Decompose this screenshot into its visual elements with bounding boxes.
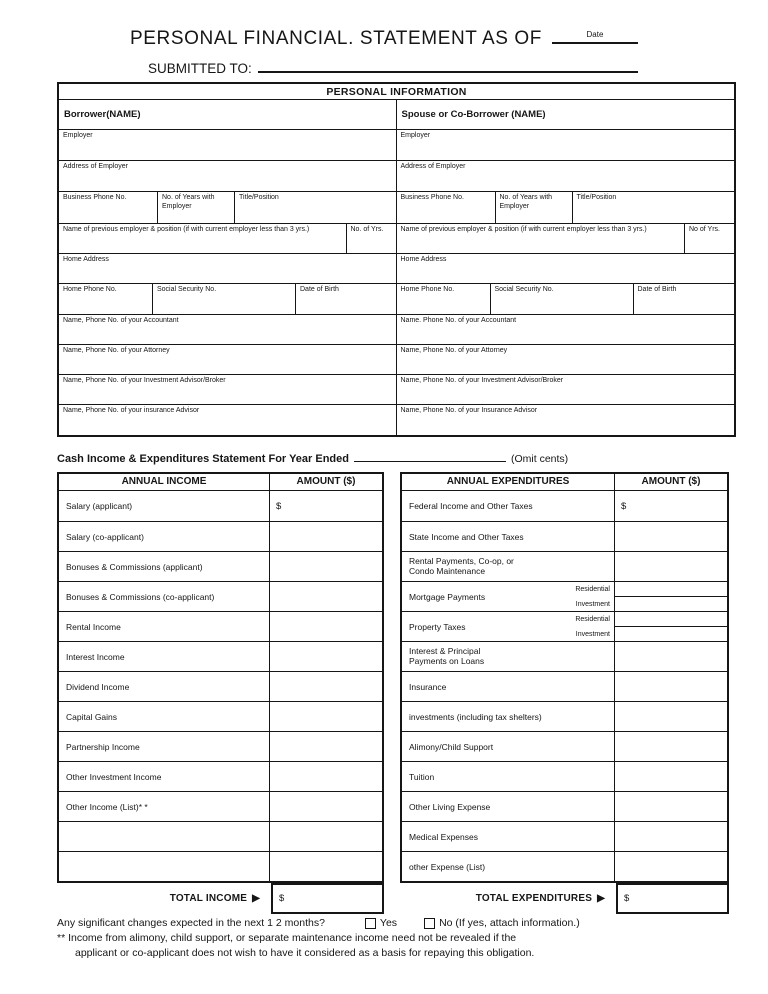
field-label: Name, Phone No. of your Attorney — [63, 347, 170, 354]
borrower-ssn-field[interactable] — [152, 284, 295, 314]
row-label: Tuition — [409, 771, 435, 782]
no-label: No (If yes, attach information.) — [439, 917, 580, 929]
borrower-previous-employer-field[interactable] — [59, 224, 346, 253]
income-row — [59, 641, 382, 671]
amount-cell[interactable] — [269, 642, 382, 671]
amount-cell-investment[interactable] — [615, 596, 727, 611]
field-label: Name, Phone No. of your Accountant — [63, 317, 179, 324]
row-label: Salary (applicant) — [66, 501, 133, 511]
row-label: Partnership Income — [66, 741, 140, 752]
total-expenditures-arrow-icon: ▶ — [597, 893, 605, 904]
expenditure-row — [402, 491, 727, 521]
borrower-home-address-field[interactable] — [59, 254, 396, 283]
income-row — [59, 551, 382, 581]
row-label: Rental Income — [66, 621, 121, 632]
row-label: Other Investment Income — [66, 771, 162, 782]
expenditures-column-header: ANNUAL EXPENDITURES — [446, 476, 570, 487]
cash-statement-title: Cash Income & Expenditures Statement For Year Ended — [57, 453, 349, 465]
row-label: Insurance — [409, 681, 447, 692]
amount-cell[interactable] — [614, 852, 727, 881]
cash-statement-title-row — [57, 452, 568, 465]
form-title-row — [130, 27, 638, 50]
amount-cell[interactable] — [269, 612, 382, 641]
alimony-note-line1: ** Income from alimony, child support, or separate maintenance income need not be revealed if the — [57, 932, 517, 944]
amount-cell[interactable] — [614, 672, 727, 701]
income-row — [59, 701, 382, 731]
income-row — [59, 491, 382, 521]
date-field-label: Date — [586, 30, 604, 39]
borrower-employer-address-field[interactable] — [59, 161, 396, 191]
total-income-arrow-icon: ▶ — [252, 893, 260, 904]
field-label: Name, Phone No. of your Investment Advisor/Broker — [63, 377, 226, 384]
expenditures-amount-header: AMOUNT ($) — [614, 474, 727, 490]
coborrower-ssn-field[interactable] — [490, 284, 633, 314]
field-label: No of Yrs. — [689, 226, 720, 233]
row-label: Other Living Expense — [409, 801, 491, 812]
income-row — [59, 731, 382, 761]
annual-expenditures-table — [400, 472, 729, 883]
coborrower-no-of-yrs-field[interactable] — [684, 224, 734, 253]
investment-sublabel: Investment — [575, 601, 610, 608]
dollar-sign: $ — [624, 893, 630, 904]
amount-cell[interactable] — [269, 491, 382, 521]
field-label: Employer — [63, 132, 93, 139]
borrower-investment-advisor-field[interactable] — [59, 375, 396, 404]
row-label: Property Taxes Residential Investment — [402, 612, 614, 641]
row-label: Mortgage Payments Residential Investment — [402, 582, 614, 611]
coborrower-business-phone-field[interactable] — [397, 192, 495, 223]
expenditure-row — [402, 761, 727, 791]
amount-cell[interactable] — [269, 552, 382, 581]
income-row — [59, 791, 382, 821]
coborrower-title-position-field[interactable] — [572, 192, 735, 223]
investment-sublabel: Investment — [575, 631, 610, 638]
borrower-title-position-field[interactable] — [234, 192, 396, 223]
total-income-row — [57, 883, 384, 914]
coborrower-name-field[interactable] — [397, 107, 735, 122]
amount-cell[interactable] — [269, 762, 382, 791]
amount-cell-residential[interactable] — [615, 612, 727, 626]
amount-cell[interactable] — [614, 491, 727, 521]
borrower-home-phone-field[interactable] — [59, 284, 152, 314]
income-row — [59, 761, 382, 791]
coborrower-years-with-employer-field[interactable] — [495, 192, 572, 223]
expenditure-row-mortgage — [402, 581, 727, 611]
amount-cell[interactable] — [269, 522, 382, 551]
amount-cell[interactable] — [269, 732, 382, 761]
field-label: Name, Phone No. of your insurance Advisor — [63, 407, 200, 414]
borrower-no-of-yrs-field[interactable] — [346, 224, 396, 253]
row-label: Bonuses & Commissions (co-applicant) — [66, 591, 215, 602]
row-label: Interest Income — [66, 651, 125, 662]
field-label: No. of Yrs. — [350, 226, 384, 233]
expenditure-row — [402, 521, 727, 551]
row-label: Capital Gains — [66, 711, 118, 722]
income-row — [59, 611, 382, 641]
expenditure-row — [402, 731, 727, 761]
expenditure-row-property-taxes — [402, 611, 727, 641]
personal-information-table — [57, 82, 736, 437]
significant-changes-question: Any significant changes expected in the next 1 2 months? — [57, 917, 325, 929]
borrower-attorney-field[interactable] — [59, 345, 396, 374]
coborrower-investment-advisor-field[interactable] — [397, 375, 735, 404]
row-label: Salary (co-applicant) — [66, 531, 144, 542]
row-label: State Income and Other Taxes — [409, 531, 524, 542]
field-label: Name, Phone No. of your Insurance Advisor — [400, 407, 538, 414]
total-expenditures-row — [400, 883, 729, 914]
field-label: No. of Years with Employer — [162, 194, 215, 210]
residential-sublabel: Residential — [575, 616, 610, 623]
row-label: Rental Payments, Co-op, or Condo Maintenance — [409, 556, 514, 576]
field-label: Date of Birth — [637, 286, 677, 293]
amount-cell[interactable] — [269, 582, 382, 611]
field-label: Name. Phone No. of your Accountant — [400, 317, 517, 324]
total-income-label: TOTAL INCOME — [169, 893, 248, 904]
amount-cell[interactable] — [614, 822, 727, 851]
row-label: Bonuses & Commissions (applicant) — [66, 561, 203, 572]
amount-cell[interactable] — [269, 822, 382, 851]
amount-cell[interactable] — [614, 762, 727, 791]
coborrower-home-phone-field[interactable] — [397, 284, 490, 314]
coborrower-employer-address-field[interactable] — [397, 161, 735, 191]
row-label: Alimony/Child Support — [409, 741, 494, 752]
expenditure-row — [402, 641, 727, 671]
expenditure-row — [402, 551, 727, 581]
coborrower-insurance-advisor-field[interactable] — [397, 405, 735, 435]
field-label: Social Security No. — [494, 286, 554, 293]
coborrower-column — [397, 100, 735, 435]
field-label: Name, Phone No. of your Attorney — [400, 347, 508, 354]
amount-cell-investment[interactable] — [615, 626, 727, 641]
row-label: investments (including tax shelters) — [409, 711, 542, 722]
field-label: Name of previous employer & position (if with current employer less than 3 yrs.) — [400, 226, 647, 233]
field-label: Home Address — [400, 256, 447, 263]
borrower-employer-field[interactable] — [59, 130, 396, 160]
coborrower-date-of-birth-field[interactable] — [633, 284, 735, 314]
field-label: Home Phone No. — [400, 286, 455, 293]
field-label: Date of Birth — [300, 286, 339, 293]
amount-cell[interactable] — [614, 792, 727, 821]
amount-cell[interactable] — [614, 732, 727, 761]
row-label: Federal Income and Other Taxes — [409, 501, 533, 511]
residential-sublabel: Residential — [575, 586, 610, 593]
field-label: Name, Phone No. of your Investment Advisor/Broker — [400, 377, 564, 384]
field-label: Name of previous employer & position (if with current employer less than 3 yrs.) — [63, 226, 310, 233]
income-column-header: ANNUAL INCOME — [121, 476, 207, 487]
row-label: other Expense (List) — [409, 861, 486, 872]
field-label: Business Phone No. — [63, 194, 127, 201]
submitted-to-row — [148, 60, 638, 76]
expenditure-row — [402, 791, 727, 821]
yes-label: Yes — [379, 917, 398, 929]
personal-information-header: PERSONAL INFORMATION — [59, 84, 734, 100]
borrower-name-field[interactable] — [59, 107, 396, 122]
expenditure-row — [402, 821, 727, 851]
yes-checkbox[interactable] — [365, 918, 376, 929]
row-label: Medical Expenses — [409, 831, 478, 842]
borrower-business-phone-field[interactable] — [59, 192, 157, 223]
write-in-cell[interactable] — [59, 822, 269, 851]
dollar-sign: $ — [276, 500, 282, 512]
row-label: Interest & Principal Payments on Loans — [409, 646, 485, 666]
field-label: Spouse or Co-Borrower (NAME) — [401, 109, 546, 120]
expenditure-row — [402, 851, 727, 881]
amount-cell[interactable] — [614, 642, 727, 671]
amount-cell[interactable] — [269, 672, 382, 701]
row-label: Dividend Income — [66, 681, 130, 692]
field-label: Social Security No. — [157, 286, 217, 293]
borrower-date-of-birth-field[interactable] — [295, 284, 396, 314]
field-label: No. of Years with Employer — [499, 194, 553, 210]
omit-cents-label: (Omit cents) — [511, 453, 569, 465]
amount-cell[interactable] — [614, 522, 727, 551]
field-label: Employer — [400, 132, 431, 139]
field-label: Title/Position — [239, 194, 279, 201]
total-expenditures-label: TOTAL EXPENDITURES — [475, 893, 593, 904]
borrower-insurance-advisor-field[interactable] — [59, 405, 396, 435]
income-row — [59, 671, 382, 701]
field-label: Borrower(NAME) — [64, 109, 141, 120]
field-label: Address of Employer — [63, 163, 128, 170]
annual-income-section — [57, 472, 384, 914]
income-amount-header: AMOUNT ($) — [269, 474, 382, 490]
submitted-to-field[interactable] — [258, 60, 638, 73]
borrower-column — [59, 100, 397, 435]
annual-expenditures-section — [400, 472, 729, 914]
coborrower-employer-field[interactable] — [397, 130, 735, 160]
submitted-to-label: SUBMITTED TO: — [148, 61, 252, 76]
write-in-cell[interactable] — [59, 852, 269, 881]
field-label: Title/Position — [576, 194, 617, 201]
field-label: Address of Employer — [400, 163, 466, 170]
expenditure-row — [402, 701, 727, 731]
date-field[interactable] — [552, 27, 638, 44]
total-expenditures-amount-cell[interactable] — [616, 883, 729, 914]
income-row — [59, 581, 382, 611]
field-label: Home Phone No. — [63, 286, 117, 293]
amount-cell[interactable] — [614, 702, 727, 731]
borrower-accountant-field[interactable] — [59, 315, 396, 344]
dollar-sign: $ — [621, 500, 627, 512]
coborrower-accountant-field[interactable] — [397, 315, 735, 344]
amount-cell[interactable] — [614, 552, 727, 581]
amount-cell[interactable] — [269, 792, 382, 821]
alimony-note-line2: applicant or co-applicant does not wish to have it considered as a basis for repaying this obligation. — [75, 946, 535, 959]
footer-section — [57, 916, 717, 960]
expenditure-row — [402, 671, 727, 701]
dollar-sign: $ — [279, 893, 285, 904]
annual-income-table — [57, 472, 384, 883]
borrower-years-with-employer-field[interactable] — [157, 192, 234, 223]
income-row-blank — [59, 821, 382, 851]
income-row — [59, 521, 382, 551]
field-label: Business Phone No. — [400, 194, 464, 201]
year-ended-field[interactable] — [354, 452, 506, 462]
field-label: Home Address — [63, 256, 109, 263]
coborrower-previous-employer-field[interactable] — [397, 224, 685, 253]
no-checkbox[interactable] — [424, 918, 435, 929]
amount-cell[interactable] — [269, 702, 382, 731]
page-title: PERSONAL FINANCIAL. STATEMENT AS OF — [130, 28, 542, 49]
coborrower-attorney-field[interactable] — [397, 345, 735, 374]
amount-cell-residential[interactable] — [615, 582, 727, 596]
amount-cell[interactable] — [269, 852, 382, 881]
total-income-amount-cell[interactable] — [271, 883, 384, 914]
income-row-blank — [59, 851, 382, 881]
coborrower-home-address-field[interactable] — [397, 254, 735, 283]
row-label: Other Income (List)* * — [66, 801, 148, 812]
